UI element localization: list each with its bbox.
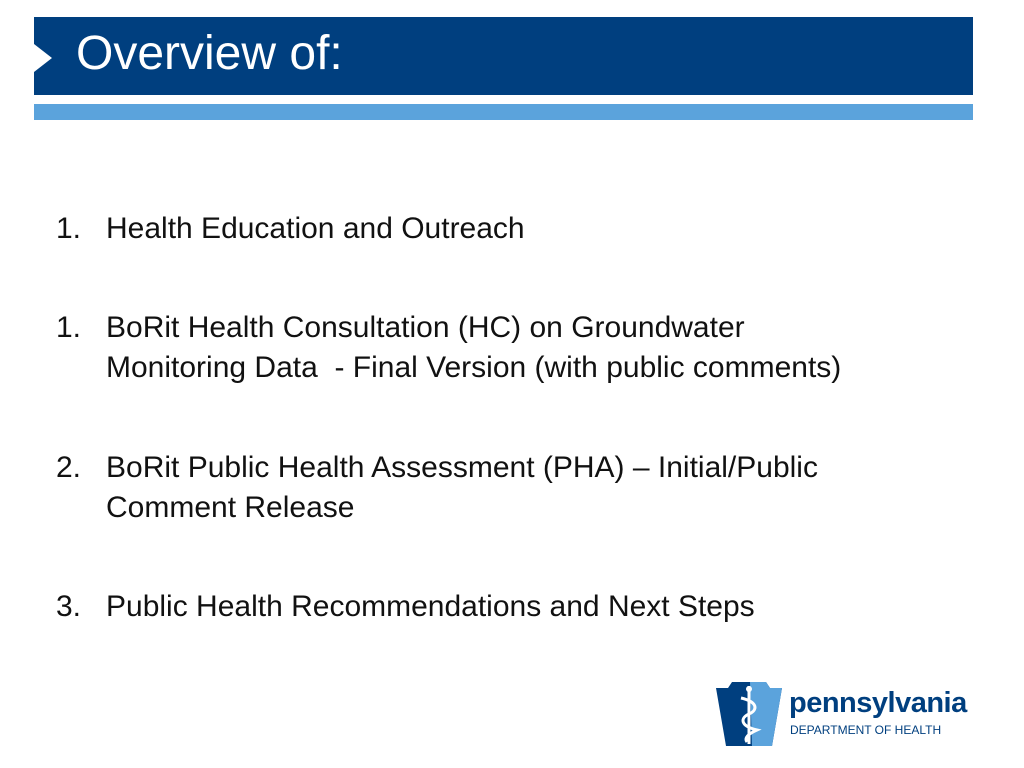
agenda-item-health-education <box>56 209 956 249</box>
logo-wordmark: pennsylvania <box>789 687 967 719</box>
agenda-item-number: 1. <box>56 212 82 245</box>
agenda-item-number: 1. <box>56 311 82 344</box>
agenda-item-recommendations <box>56 587 956 627</box>
title-arrow-icon <box>34 44 52 72</box>
accent-bar <box>34 104 973 120</box>
agenda-item-text: BoRit Public Health Assessment (PHA) – Initial/Public Comment Release <box>106 451 827 524</box>
pennsylvania-department-of-health-logo <box>714 680 974 750</box>
agenda-item-health-consultation <box>56 308 876 388</box>
slide-title-bar <box>34 17 973 95</box>
logo-subtitle: DEPARTMENT OF HEALTH <box>790 723 942 737</box>
agenda-item-number: 3. <box>56 590 82 623</box>
agenda-item-public-health-assessment <box>56 448 926 528</box>
agenda-item-text: Public Health Recommendations and Next Steps <box>106 590 755 623</box>
agenda-item-number: 2. <box>56 451 82 484</box>
slide-title: Overview of: <box>76 27 343 80</box>
keystone-caduceus-icon <box>714 680 784 750</box>
agenda-item-text: Health Education and Outreach <box>106 212 525 245</box>
agenda-item-text: BoRit Health Consultation (HC) on Groundwater Monitoring Data - Final Version (with public comments) <box>106 311 842 384</box>
